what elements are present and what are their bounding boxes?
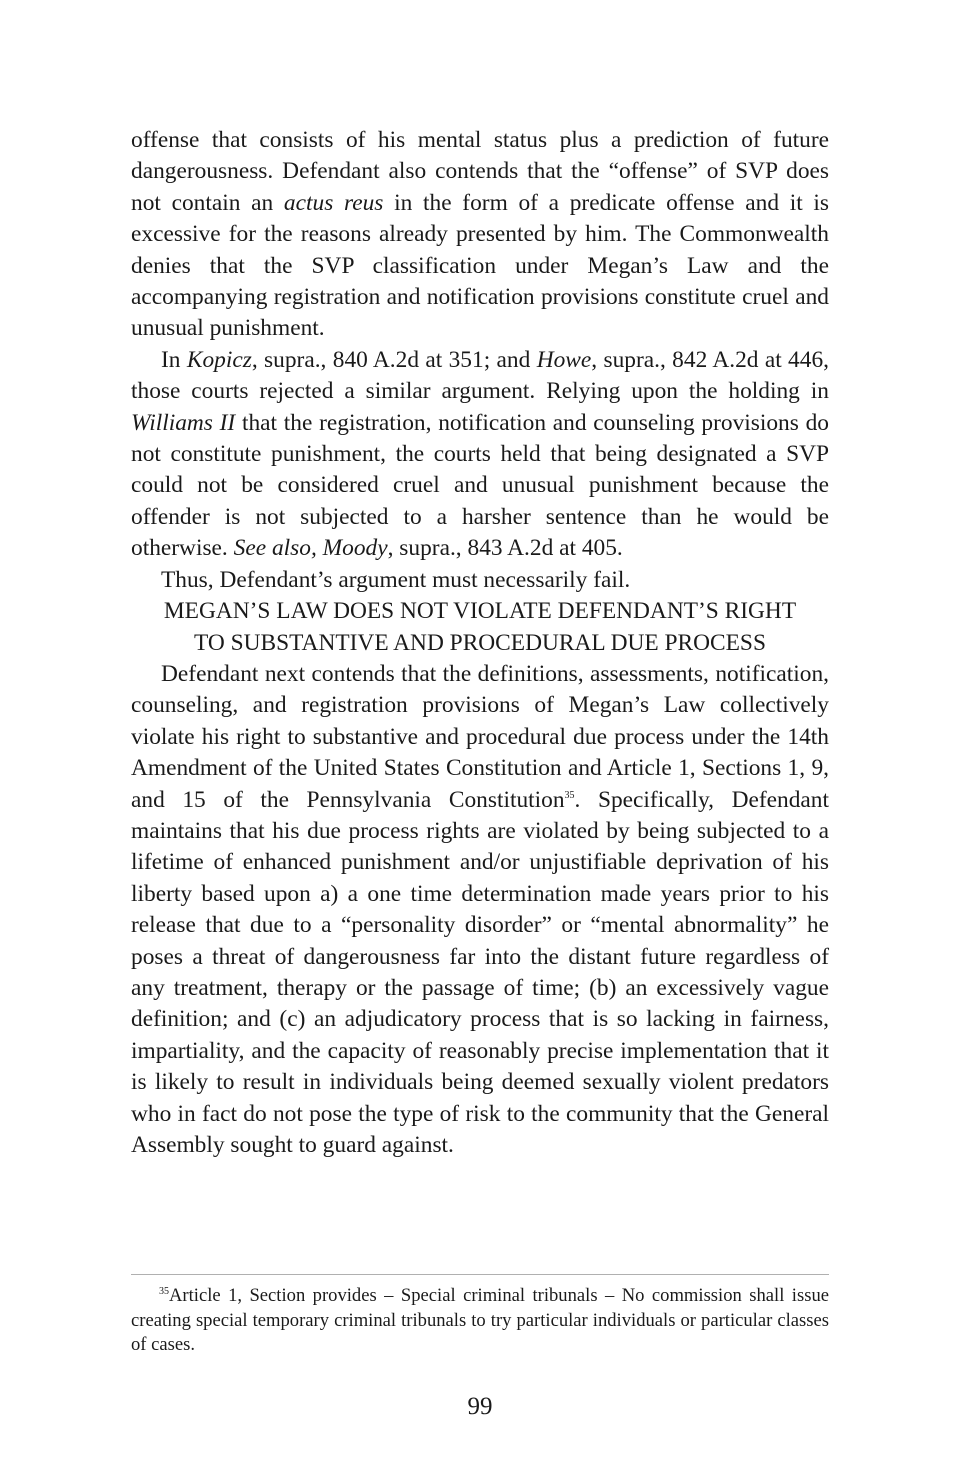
body-text <box>131 125 829 1161</box>
paragraph-3: Thus, Defendant’s argument must necessarily fail. <box>161 566 631 593</box>
footnote-reference[interactable]: 35 <box>564 789 575 801</box>
text-run: in the form of a predicate offense and it is excessive for the reasons already presented by him. The Commonwealth denies that the SVP classification under Megan’s Law and the accompanying registration and notification provisions constitute cruel and unusual punishment. <box>131 189 830 342</box>
text-run: offense that consists of his mental status plus a prediction of future dangerousness. Defendant also contends that the “offense” of SVP does not contain an <box>131 127 829 216</box>
footnote-number: 35 <box>159 1285 169 1297</box>
page-number: 99 <box>467 1393 493 1420</box>
case-name: Williams II <box>131 409 236 436</box>
text-run: . Specifically, Defendant maintains that his due process rights are violated by being subjected to a lifetime of enhanced punishment and/or unjustifiable deprivation of his liberty based upon a) a one time determination made years prior to his release that due to a “personality disorder” or “mental abnormality” he poses a threat of dangerousness far into the distant future regardless of any treatment, therapy or the passage of time; (b) an excessively vague definition; and (c) an adjudicatory process that is so lacking in fairness, impartiality, and the capacity of reasonably precise implementation that it is likely to result in individuals being deemed sexually violent predators who in fact do not pose the type of risk to the community that the General Assembly sought to guard against. <box>131 786 829 1158</box>
text-run: In <box>161 346 187 373</box>
heading-line-1: MEGAN’S LAW DOES NOT VIOLATE DEFENDANT’S RIGHT <box>163 598 797 625</box>
text-run: Defendant next contends that the definitions, assessments, notification, counseling, and registration provisions of Megan’s Law collectively violate his right to substantive and procedural due process under the 14th Amendment of the United States Constitution and Article 1, Sections 1, 9, and 15 of the Pennsylvania Constitution <box>131 660 829 813</box>
text-run: , supra., 843 A.2d at 405. <box>387 535 623 562</box>
text-run: , supra., 840 A.2d at 351; and <box>251 346 537 373</box>
citation-signal: See also, Moody <box>233 535 388 562</box>
paragraph-2 <box>131 345 829 565</box>
paragraph-1 <box>131 125 829 345</box>
text-run: , supra., 842 A.2d at 446, those courts rejected a similar argument. Relying upon the holding in <box>131 346 829 405</box>
case-name: Kopicz <box>186 346 252 373</box>
footnote <box>131 1284 829 1358</box>
paragraph-4 <box>131 659 829 1162</box>
heading-line-2: TO SUBSTANTIVE AND PROCEDURAL DUE PROCESS <box>194 629 766 656</box>
footnote-divider <box>131 1274 829 1275</box>
case-name: Howe <box>536 346 592 373</box>
text-run: that the registration, notification and counseling provisions do not constitute punishment, the courts held that being designated a SVP could not be considered cruel and unusual punishment because the offender is not subjected to a harsher sentence than he would be otherwise. <box>131 409 829 562</box>
section-heading <box>131 596 829 659</box>
footnote-text: Article 1, Section provides – Special criminal tribunals – No commission shall issue creating special temporary criminal tribunals to try particular individuals or particular classes of cases. <box>131 1285 829 1356</box>
italic-term: actus reus <box>283 189 384 216</box>
